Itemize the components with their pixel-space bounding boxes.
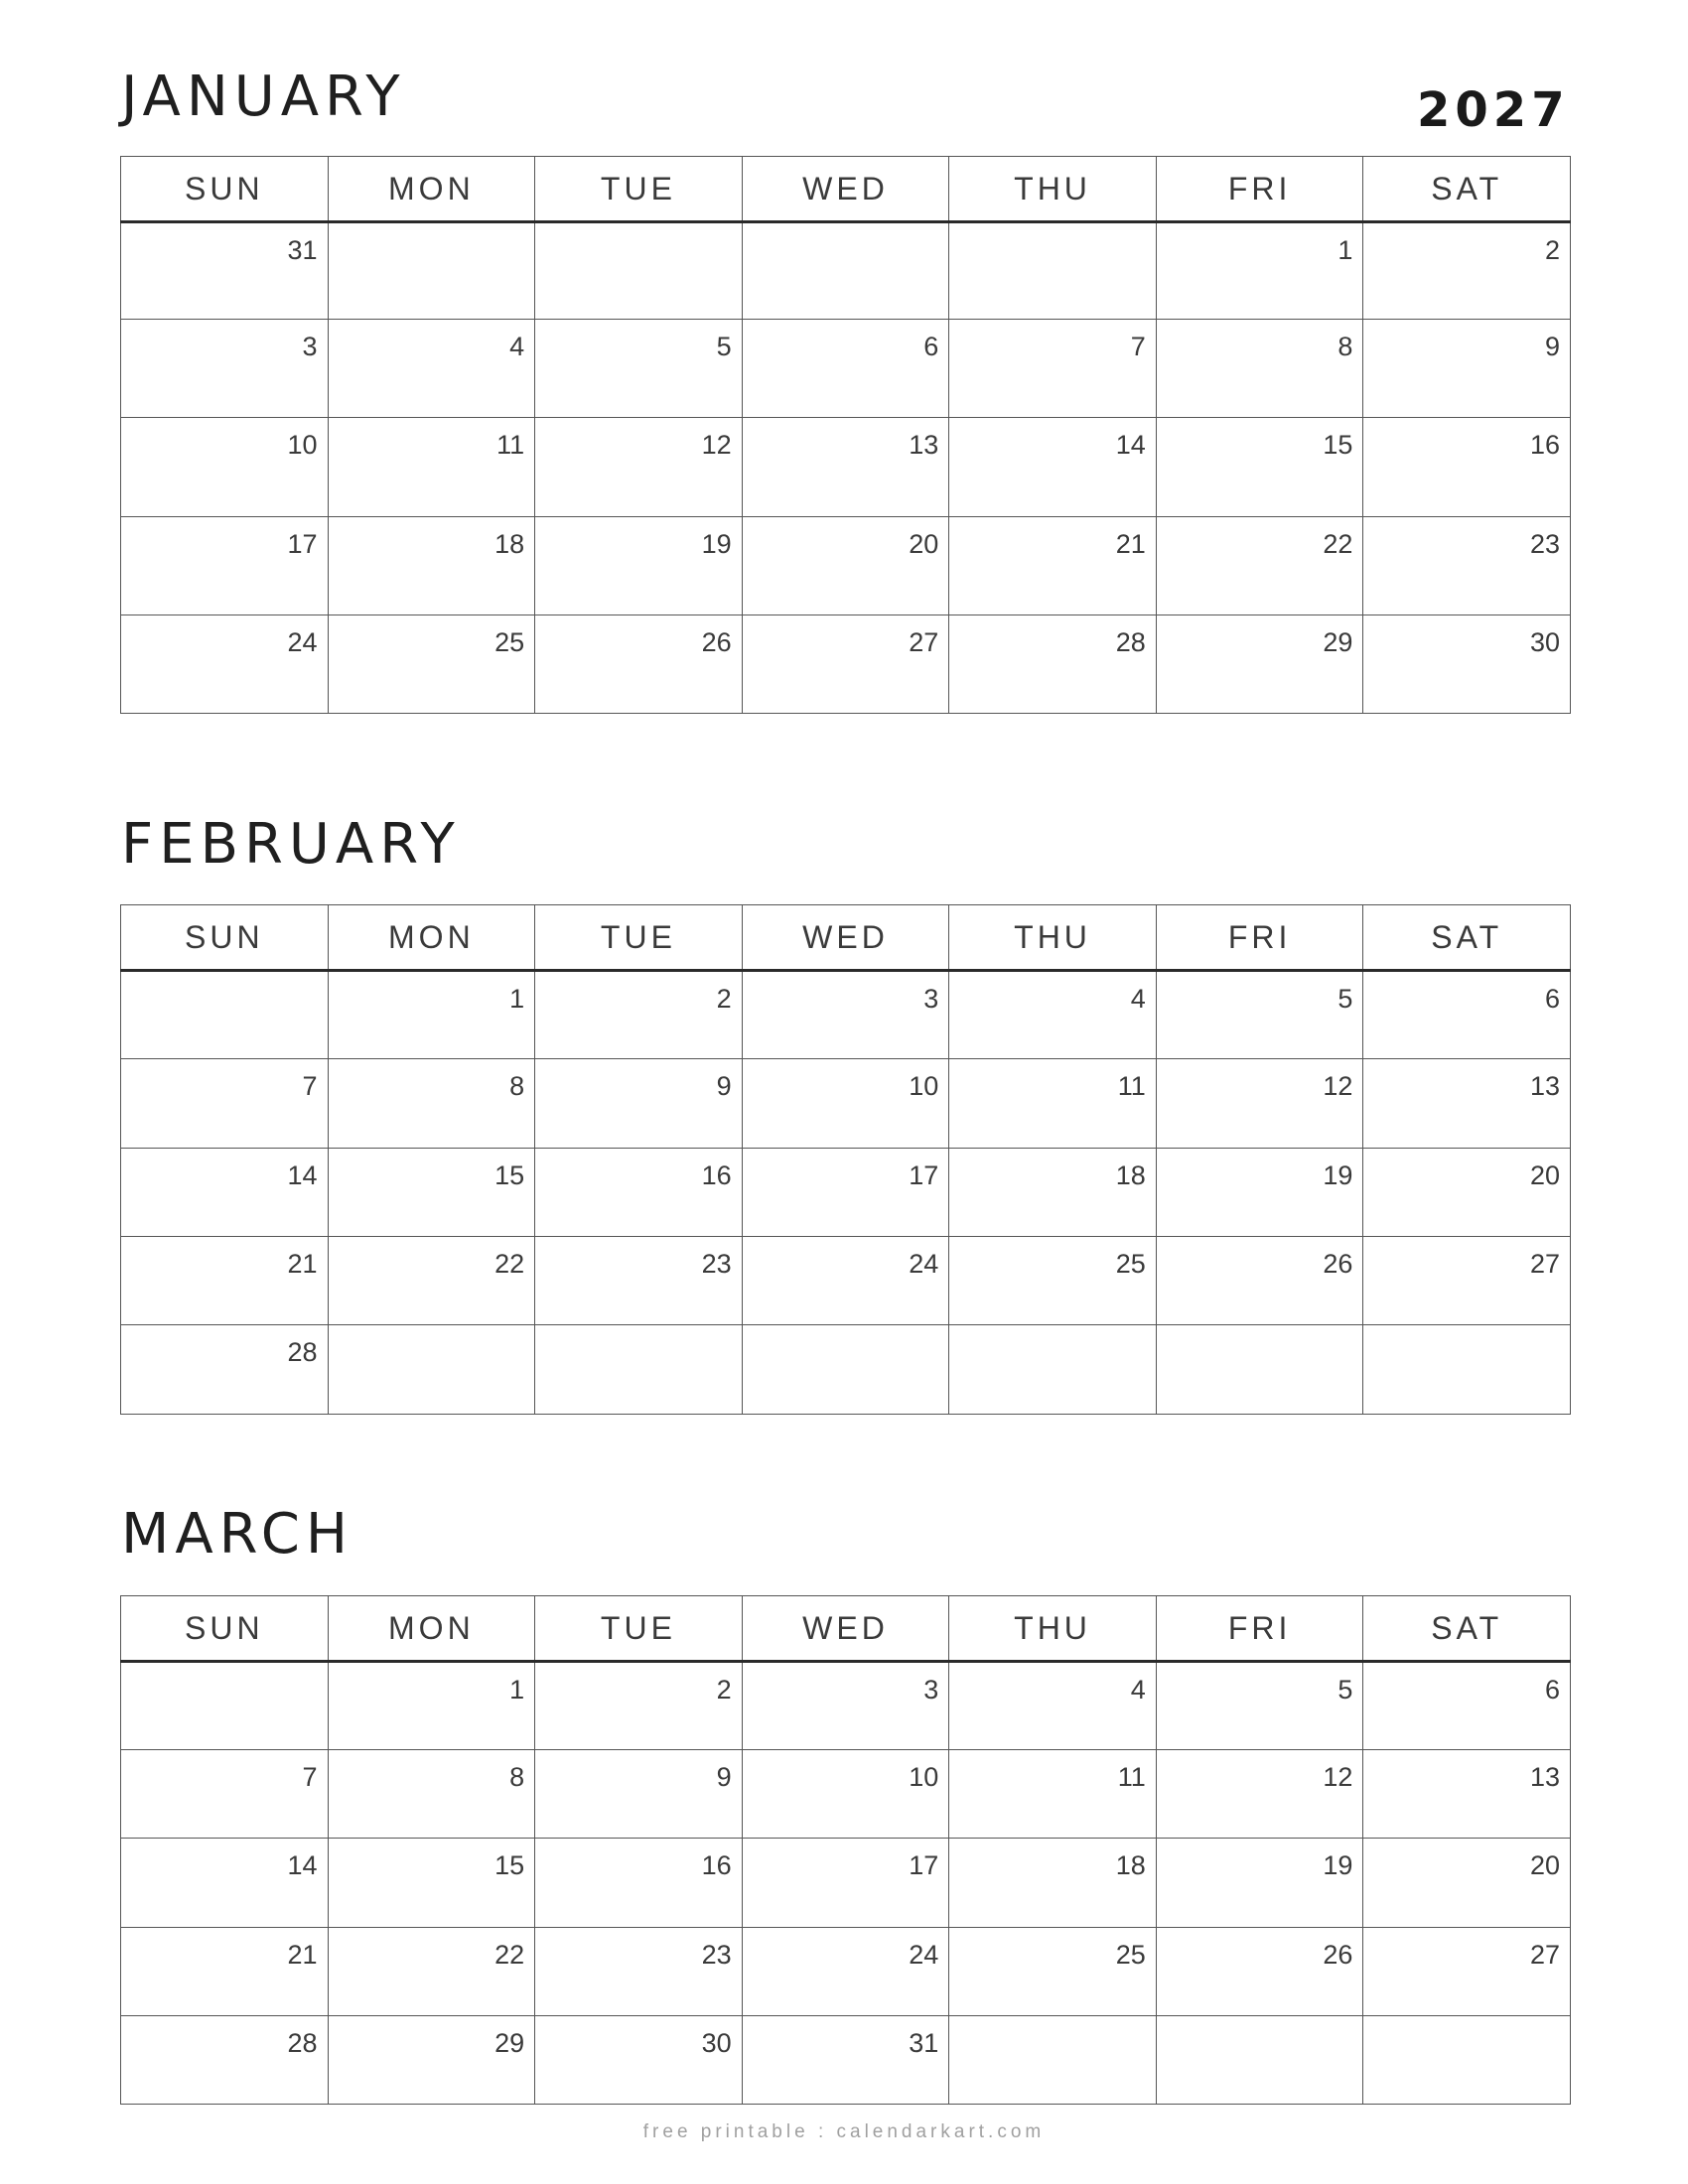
day-number: 13	[909, 430, 939, 460]
day-cell	[535, 517, 743, 615]
day-cell	[1363, 320, 1571, 418]
day-number: 31	[287, 235, 318, 265]
day-cell	[1156, 418, 1363, 517]
week-row	[121, 1662, 1571, 1750]
day-cell	[949, 1839, 1157, 1928]
week-row	[121, 1325, 1571, 1415]
day-cell	[1156, 1325, 1363, 1415]
day-cell	[535, 1059, 743, 1149]
day-number: 1	[1337, 235, 1353, 265]
day-cell	[328, 517, 535, 615]
day-number: 12	[701, 430, 732, 460]
day-cell	[1363, 222, 1571, 320]
day-number: 11	[1117, 1071, 1146, 1101]
day-cell	[742, 222, 949, 320]
day-number: 18	[494, 529, 525, 559]
day-number: 29	[1323, 627, 1353, 657]
day-cell	[328, 418, 535, 517]
day-cell	[121, 517, 329, 615]
day-cell	[1156, 222, 1363, 320]
day-number: 6	[923, 332, 939, 361]
day-cell	[742, 1750, 949, 1839]
day-cell	[949, 1928, 1157, 2016]
month-title: FEBRUARY	[121, 812, 461, 877]
day-cell	[742, 1149, 949, 1237]
day-cell	[121, 1750, 329, 1839]
day-number: 26	[1323, 1249, 1353, 1279]
day-cell	[1363, 1149, 1571, 1237]
week-row	[121, 2016, 1571, 2105]
day-number	[1363, 1325, 1570, 1337]
day-number: 27	[909, 627, 939, 657]
day-number: 6	[1544, 1675, 1560, 1705]
month-title: JANUARY	[121, 65, 406, 129]
day-cell	[742, 1237, 949, 1325]
day-cell	[535, 1149, 743, 1237]
weekday-header: SAT	[1363, 157, 1571, 222]
week-row	[121, 971, 1571, 1059]
day-number: 3	[923, 1675, 939, 1705]
day-number: 12	[1323, 1762, 1353, 1792]
weekday-header: THU	[949, 1596, 1157, 1662]
day-cell	[535, 1325, 743, 1415]
year-label: 2027	[1417, 82, 1570, 138]
day-cell	[535, 222, 743, 320]
day-cell	[1156, 1237, 1363, 1325]
day-cell	[742, 971, 949, 1059]
week-row	[121, 615, 1571, 714]
day-number: 20	[1529, 1850, 1560, 1880]
day-number: 16	[701, 1850, 732, 1880]
day-cell	[121, 1928, 329, 2016]
day-number: 6	[1544, 984, 1560, 1014]
calendar-grid	[120, 904, 1571, 1415]
day-number: 4	[1130, 984, 1146, 1014]
day-cell	[1363, 1237, 1571, 1325]
day-number: 15	[494, 1850, 525, 1880]
day-number: 13	[1529, 1762, 1560, 1792]
weekday-header: TUE	[535, 157, 743, 222]
day-cell	[121, 971, 329, 1059]
day-number: 14	[287, 1850, 318, 1880]
week-row	[121, 1839, 1571, 1928]
day-number: 9	[716, 1071, 732, 1101]
day-number: 16	[1529, 430, 1560, 460]
day-number: 22	[494, 1940, 525, 1970]
day-number: 21	[1115, 529, 1146, 559]
day-cell	[121, 1059, 329, 1149]
day-number	[949, 223, 1156, 235]
day-number	[949, 2016, 1156, 2028]
day-number: 2	[716, 1675, 732, 1705]
day-cell	[1363, 1059, 1571, 1149]
weekday-header: MON	[328, 157, 535, 222]
day-number	[743, 1325, 949, 1337]
day-number	[1157, 2016, 1363, 2028]
day-number: 19	[701, 529, 732, 559]
calendar-grid	[120, 156, 1571, 714]
day-number	[949, 1325, 1156, 1337]
week-row	[121, 320, 1571, 418]
day-number: 9	[1544, 332, 1560, 361]
weekday-header: SUN	[121, 157, 329, 222]
day-cell	[121, 1237, 329, 1325]
weekday-header: THU	[949, 157, 1157, 222]
day-cell	[535, 320, 743, 418]
day-number: 17	[287, 529, 318, 559]
day-cell	[949, 1662, 1157, 1750]
weekday-header-row	[121, 1596, 1571, 1662]
day-cell	[949, 1237, 1157, 1325]
day-cell	[1363, 1928, 1571, 2016]
day-cell	[949, 615, 1157, 714]
day-number: 3	[923, 984, 939, 1014]
day-number: 26	[701, 627, 732, 657]
day-cell	[949, 1149, 1157, 1237]
day-cell	[1363, 1839, 1571, 1928]
day-cell	[328, 1059, 535, 1149]
day-cell	[949, 1750, 1157, 1839]
week-row	[121, 222, 1571, 320]
weekday-header: FRI	[1156, 905, 1363, 971]
day-number	[121, 1663, 328, 1675]
day-number: 8	[1337, 332, 1353, 361]
day-number: 16	[701, 1160, 732, 1190]
day-cell	[742, 1839, 949, 1928]
day-cell	[1363, 971, 1571, 1059]
day-cell	[1363, 1750, 1571, 1839]
day-cell	[1156, 971, 1363, 1059]
day-cell	[121, 418, 329, 517]
day-cell	[535, 1928, 743, 2016]
day-number: 19	[1323, 1160, 1353, 1190]
week-row	[121, 418, 1571, 517]
day-number: 19	[1323, 1850, 1353, 1880]
day-cell	[1363, 418, 1571, 517]
day-cell	[1363, 517, 1571, 615]
weekday-header: SAT	[1363, 1596, 1571, 1662]
day-cell	[328, 615, 535, 714]
day-number: 23	[701, 1940, 732, 1970]
day-cell	[1156, 1662, 1363, 1750]
day-number: 21	[287, 1249, 318, 1279]
day-number: 30	[1529, 627, 1560, 657]
day-number: 7	[302, 1762, 318, 1792]
day-number	[121, 972, 328, 984]
day-cell	[121, 2016, 329, 2105]
day-cell	[121, 320, 329, 418]
day-number: 27	[1529, 1249, 1560, 1279]
day-cell	[121, 1325, 329, 1415]
weekday-header: SAT	[1363, 905, 1571, 971]
day-number: 27	[1529, 1940, 1560, 1970]
day-cell	[535, 418, 743, 517]
weekday-header: FRI	[1156, 1596, 1363, 1662]
weekday-header: MON	[328, 1596, 535, 1662]
day-number: 23	[701, 1249, 732, 1279]
day-number: 24	[287, 627, 318, 657]
day-cell	[121, 1839, 329, 1928]
weekday-header: THU	[949, 905, 1157, 971]
day-cell	[742, 1059, 949, 1149]
day-number: 8	[509, 1071, 525, 1101]
day-cell	[949, 418, 1157, 517]
day-number: 17	[909, 1160, 939, 1190]
day-number	[1363, 2016, 1570, 2028]
day-number: 12	[1323, 1071, 1353, 1101]
day-cell	[121, 222, 329, 320]
day-number: 1	[509, 1675, 525, 1705]
footer-credit: free printable : calendarkart.com	[642, 2121, 1046, 2142]
week-row	[121, 1149, 1571, 1237]
day-number	[1157, 1325, 1363, 1337]
day-number: 20	[909, 529, 939, 559]
day-number: 24	[909, 1249, 939, 1279]
day-number: 26	[1323, 1940, 1353, 1970]
day-number	[743, 223, 949, 235]
day-cell	[121, 615, 329, 714]
weekday-header: MON	[328, 905, 535, 971]
week-row	[121, 517, 1571, 615]
day-cell	[949, 1325, 1157, 1415]
day-cell	[1156, 2016, 1363, 2105]
day-number	[329, 1325, 535, 1337]
day-number: 17	[909, 1850, 939, 1880]
day-cell	[328, 1839, 535, 1928]
day-cell	[742, 320, 949, 418]
weekday-header: FRI	[1156, 157, 1363, 222]
day-cell	[1363, 1662, 1571, 1750]
day-number: 20	[1529, 1160, 1560, 1190]
day-number: 21	[287, 1940, 318, 1970]
day-number: 28	[1115, 627, 1146, 657]
day-number: 5	[716, 332, 732, 361]
day-cell	[949, 320, 1157, 418]
day-cell	[742, 1662, 949, 1750]
weekday-header: SUN	[121, 1596, 329, 1662]
day-number: 2	[716, 984, 732, 1014]
day-cell	[949, 2016, 1157, 2105]
day-cell	[1156, 1839, 1363, 1928]
day-number: 24	[909, 1940, 939, 1970]
day-number: 7	[1130, 332, 1146, 361]
weekday-header: WED	[742, 1596, 949, 1662]
weekday-header-row	[121, 157, 1571, 222]
day-cell	[1363, 1325, 1571, 1415]
week-row	[121, 1237, 1571, 1325]
day-cell	[1156, 1059, 1363, 1149]
day-number: 7	[302, 1071, 318, 1101]
day-cell	[535, 1662, 743, 1750]
day-cell	[328, 971, 535, 1059]
week-row	[121, 1059, 1571, 1149]
day-number: 4	[1130, 1675, 1146, 1705]
day-cell	[1363, 2016, 1571, 2105]
day-number: 8	[509, 1762, 525, 1792]
day-number: 23	[1529, 529, 1560, 559]
day-cell	[121, 1662, 329, 1750]
day-cell	[1156, 1750, 1363, 1839]
day-cell	[535, 1237, 743, 1325]
day-cell	[1156, 320, 1363, 418]
day-number: 28	[287, 2028, 318, 2058]
day-cell	[328, 1662, 535, 1750]
day-number: 25	[1115, 1249, 1146, 1279]
day-number: 9	[716, 1762, 732, 1792]
day-cell	[328, 1149, 535, 1237]
day-number: 10	[909, 1071, 939, 1101]
week-row	[121, 1928, 1571, 2016]
day-cell	[949, 222, 1157, 320]
day-number: 25	[1115, 1940, 1146, 1970]
day-cell	[328, 320, 535, 418]
day-cell	[535, 1750, 743, 1839]
weekday-header: TUE	[535, 1596, 743, 1662]
day-number: 5	[1337, 984, 1353, 1014]
weekday-header: WED	[742, 905, 949, 971]
weekday-header-row	[121, 905, 1571, 971]
day-cell	[535, 2016, 743, 2105]
day-number: 5	[1337, 1675, 1353, 1705]
day-number: 30	[701, 2028, 732, 2058]
day-cell	[949, 1059, 1157, 1149]
day-number: 14	[1115, 430, 1146, 460]
day-cell	[1156, 517, 1363, 615]
day-number: 28	[287, 1337, 318, 1367]
calendar-grid	[120, 1595, 1571, 2105]
day-cell	[1156, 1149, 1363, 1237]
day-cell	[328, 1325, 535, 1415]
day-number: 14	[287, 1160, 318, 1190]
day-number: 2	[1544, 235, 1560, 265]
day-number: 31	[909, 2028, 939, 2058]
day-number: 15	[494, 1160, 525, 1190]
day-cell	[742, 418, 949, 517]
day-number: 11	[1117, 1762, 1146, 1792]
day-cell	[742, 517, 949, 615]
weekday-header: WED	[742, 157, 949, 222]
weekday-header: TUE	[535, 905, 743, 971]
day-number	[329, 223, 535, 235]
day-cell	[742, 1928, 949, 2016]
day-number: 1	[509, 984, 525, 1014]
day-cell	[949, 971, 1157, 1059]
day-cell	[949, 517, 1157, 615]
day-number: 10	[909, 1762, 939, 1792]
day-number: 4	[509, 332, 525, 361]
day-cell	[535, 1839, 743, 1928]
day-number	[535, 223, 742, 235]
day-cell	[1156, 615, 1363, 714]
day-number: 18	[1115, 1160, 1146, 1190]
day-cell	[1156, 1928, 1363, 2016]
day-cell	[742, 615, 949, 714]
day-cell	[328, 1750, 535, 1839]
day-number: 29	[494, 2028, 525, 2058]
day-cell	[328, 1237, 535, 1325]
day-cell	[328, 1928, 535, 2016]
day-number	[535, 1325, 742, 1337]
day-cell	[742, 1325, 949, 1415]
day-number: 10	[287, 430, 318, 460]
day-cell	[121, 1149, 329, 1237]
day-number: 22	[1323, 529, 1353, 559]
day-number: 13	[1529, 1071, 1560, 1101]
day-number: 11	[496, 430, 525, 460]
day-number: 22	[494, 1249, 525, 1279]
day-cell	[535, 971, 743, 1059]
day-cell	[535, 615, 743, 714]
day-cell	[328, 2016, 535, 2105]
week-row	[121, 1750, 1571, 1839]
day-number: 18	[1115, 1850, 1146, 1880]
weekday-header: SUN	[121, 905, 329, 971]
day-cell	[328, 222, 535, 320]
day-cell	[742, 2016, 949, 2105]
day-number: 25	[494, 627, 525, 657]
day-number: 15	[1323, 430, 1353, 460]
day-number: 3	[302, 332, 318, 361]
day-cell	[1363, 615, 1571, 714]
month-title: MARCH	[121, 1502, 353, 1567]
